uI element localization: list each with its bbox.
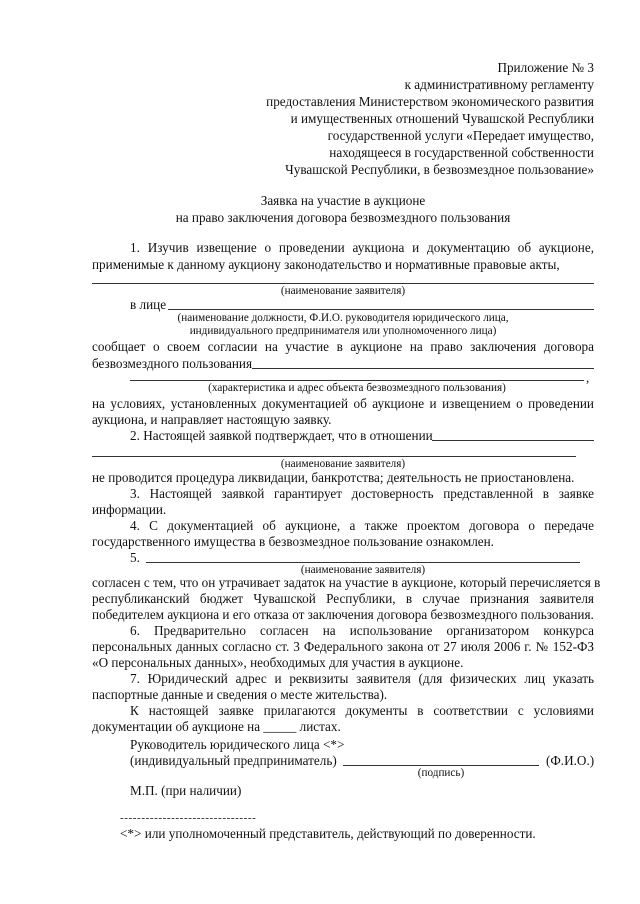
paragraph-text: безвозмездного пользования xyxy=(92,356,253,371)
footnote-rule: -------------------------------- xyxy=(120,812,257,824)
appendix-line: Чувашской Республики, в безвозмездное пользование» xyxy=(285,162,594,177)
fill-line xyxy=(432,440,594,441)
paragraph-text: «О персональных данных», необходимых для участия в аукционе. xyxy=(92,655,464,670)
fill-line xyxy=(92,456,576,457)
paragraph-text: информации. xyxy=(92,502,167,517)
field-hint: (наименование должности, Ф.И.О. руководителя юридического лица, xyxy=(177,312,509,324)
paragraph-text: не проводится процедура ликвидации, банкротства; деятельность не приостановлена. xyxy=(92,470,575,485)
paragraph-text: 7. Юридический адрес и реквизиты заявителя (для физических лиц указать xyxy=(130,671,594,686)
appendix-line: к административному регламенту xyxy=(404,77,594,92)
fill-line xyxy=(146,562,580,563)
paragraph-text: победителем аукциона и его отказа от заключения договора безвозмездного пользования. xyxy=(92,607,594,622)
paragraph-text: в лице xyxy=(130,297,167,312)
appendix-line: находящееся в государственной собственности xyxy=(329,145,594,160)
fill-line xyxy=(168,309,594,310)
fill-line xyxy=(252,368,594,369)
footnote-text: <*> или уполномоченный представитель, действующий по доверенности. xyxy=(120,826,536,841)
paragraph-text: 4. С документацией об аукционе, а также проектом договора о передаче xyxy=(130,518,594,533)
appendix-line: предоставления Министерством экономического развития xyxy=(266,94,594,109)
paragraph-text: сообщает о своем согласии на участие в аукционе на право заключения договора xyxy=(92,339,594,354)
signature-heading: Руководитель юридического лица <*> xyxy=(130,737,345,752)
paragraph-text: согласен с тем, что он утрачивает задаток на участие в аукционе, который перечисляется в xyxy=(92,575,601,590)
paragraph-text: К настоящей заявке прилагаются документы в соответствии с условиями xyxy=(130,703,594,718)
appendix-line: Приложение № 3 xyxy=(497,60,594,75)
paragraph-text: республиканский бюджет Чувашской Республики, в случае признания заявителя xyxy=(92,591,594,606)
field-hint: (наименование заявителя) xyxy=(300,564,426,576)
paragraph-text: применимые к данному аукциону законодательство и нормативные правовые акты, xyxy=(92,257,560,272)
signature-hint: (подпись) xyxy=(417,767,465,779)
document-subtitle: на право заключения договора безвозмездного пользования xyxy=(175,210,511,225)
field-hint: (наименование заявителя) xyxy=(280,285,406,297)
signature-line xyxy=(343,765,539,766)
stamp-label: М.П. (при наличии) xyxy=(130,783,242,798)
field-hint: индивидуального предпринимателя или уполномоченного лица) xyxy=(189,325,497,337)
fio-label: (Ф.И.О.) xyxy=(546,753,595,768)
paragraph-text: государственного имущества в безвозмездное пользование ознакомлен. xyxy=(92,534,494,549)
field-hint: (наименование заявителя) xyxy=(280,458,406,470)
field-hint: (характеристика и адрес объекта безвозмездного пользования) xyxy=(208,382,506,394)
paragraph-text: 2. Настоящей заявкой подтверждает, что в отношении xyxy=(130,428,433,443)
appendix-line: и имущественных отношений Чувашской Республики xyxy=(290,111,594,126)
paragraph-text: 1. Изучив извещение о проведении аукциона и документацию об аукционе, xyxy=(130,240,594,255)
paragraph-text: на условиях, установленных документацией об аукционе и извещением о проведении xyxy=(92,396,594,411)
appendix-line: государственной услуги «Передает имущество, xyxy=(327,128,594,143)
paragraph-text: аукциона, и направляет настоящую заявку. xyxy=(92,412,332,427)
signature-heading: (индивидуальный предприниматель) xyxy=(130,753,337,768)
paragraph-text: 5. xyxy=(130,550,140,565)
document-title: Заявка на участие в аукционе xyxy=(260,193,426,208)
punctuation: , xyxy=(586,370,590,385)
paragraph-text: 3. Настоящей заявкой гарантирует достоверность представленной в заявке xyxy=(130,486,594,501)
paragraph-text: документации об аукционе на _____ листах. xyxy=(92,719,341,734)
fill-line xyxy=(130,380,584,381)
paragraph-text: персональных данных согласно ст. 3 Федерального закона от 27 июля 2006 г. № 152-ФЗ xyxy=(92,639,594,654)
paragraph-text: 6. Предварительно согласен на использование организатором конкурса xyxy=(130,623,594,638)
paragraph-text: паспортные данные и сведения о месте жительства). xyxy=(92,687,388,702)
fill-line xyxy=(92,283,594,284)
